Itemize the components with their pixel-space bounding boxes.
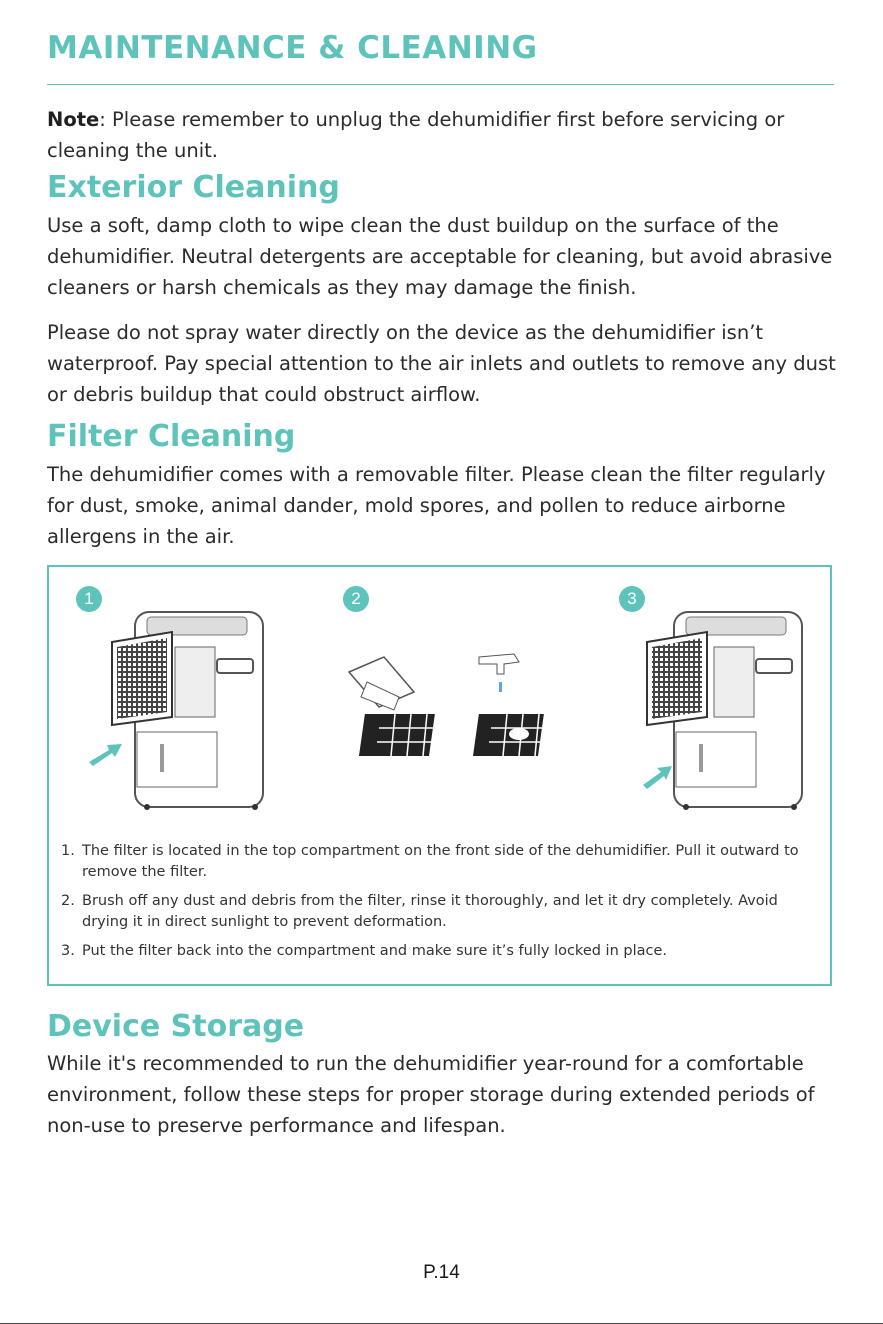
title-divider (47, 84, 834, 85)
filter-paragraph: The dehumidifier comes with a removable filter. Please clean the filter regularly for dust, smoke, animal dander, mold spores, and pollen to reduce airborne allergens in the air. (47, 463, 826, 548)
list-item: 2. Brush off any dust and debris from the filter, rinse it thoroughly, and let it dry completely. Avoid drying it in direct sunlight to prevent deformation. (61, 893, 778, 930)
note-label: Note (47, 108, 100, 131)
page-title: MAINTENANCE & CLEANING (47, 30, 538, 66)
page-number: P.14 (423, 1262, 460, 1283)
note-paragraph (47, 104, 837, 166)
dehumidifier-filter-out-illustration (77, 607, 277, 817)
storage-paragraph: While it's recommended to run the dehumidifier year-round for a comfortable environment, follow these steps for proper storage during extended periods of non-use to preserve performance and lifespan. (47, 1052, 815, 1137)
storage-heading: Device Storage (47, 1009, 305, 1044)
list-item: 3. Put the filter back into the compartment and make sure it’s fully locked in place. (61, 943, 667, 959)
filter-heading: Filter Cleaning (47, 419, 296, 454)
step-badge-3: 3 (619, 586, 645, 612)
exterior-paragraph-1: Use a soft, damp cloth to wipe clean the dust buildup on the surface of the dehumidifier. Neutral detergents are acceptable for cleaning, but avoid abrasive cleaners or harsh chemicals as they may damage the finish. (47, 214, 833, 299)
dehumidifier-filter-in-illustration (639, 607, 839, 817)
rinse-filter-illustration (459, 642, 579, 772)
exterior-heading: Exterior Cleaning (47, 170, 340, 205)
exterior-paragraph-2: Please do not spray water directly on the device as the dehumidifier isn’t waterproof. Pay special attention to the air inlets and outlets to remove any dust or debris buildup that could obstruct airflow. (47, 321, 836, 406)
list-item: 1. The filter is located in the top compartment on the front side of the dehumidifier. Pull it outward to remove the filter. (61, 843, 799, 880)
filter-instructions-box (47, 565, 832, 986)
note-text: : Please remember to unplug the dehumidifier first before servicing or cleaning the unit. (47, 108, 785, 162)
filter-steps-list (61, 841, 826, 970)
step-badge-1: 1 (76, 586, 102, 612)
step-badge-2: 2 (343, 586, 369, 612)
